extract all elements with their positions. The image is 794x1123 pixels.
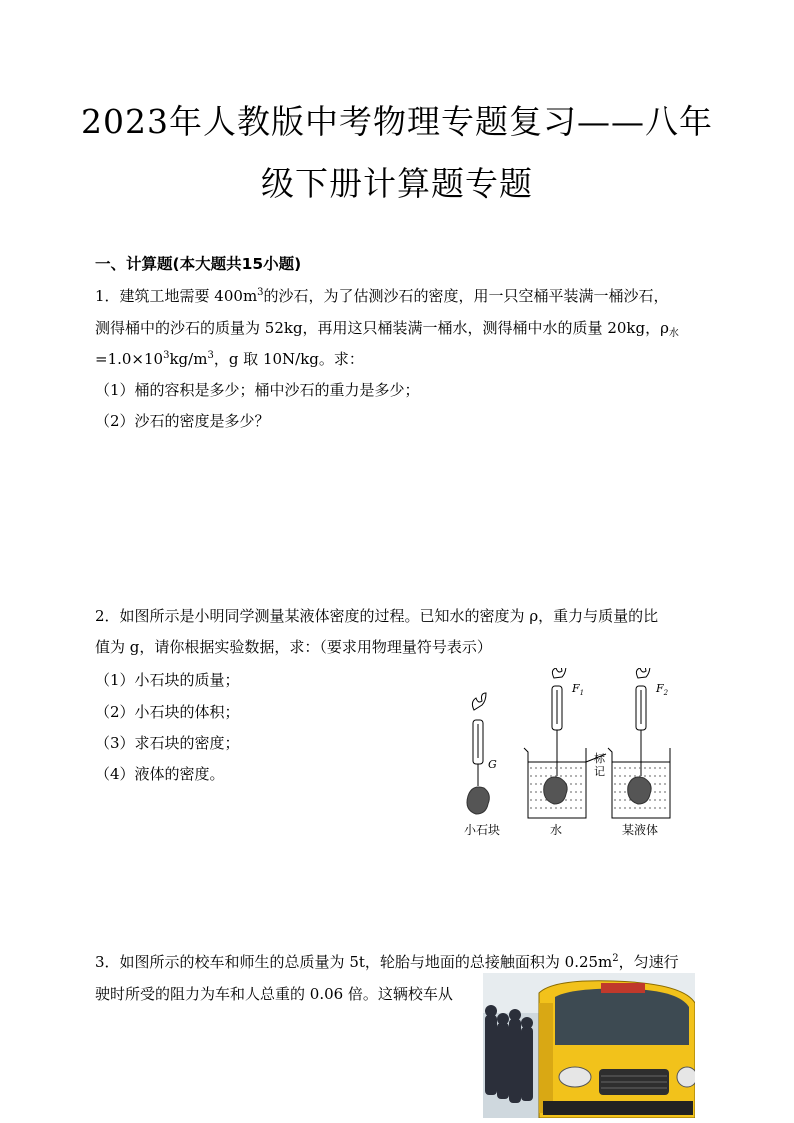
q1-text: =1.0×10 <box>95 350 164 368</box>
q3-text: 3．如图所示的校车和师生的总质量为 5t，轮胎与地面的总接触面积为 0.25m <box>95 953 613 971</box>
caption-water: 水 <box>550 823 563 837</box>
label-F1: $F_1$ <box>572 682 585 697</box>
q1-line-1 <box>95 285 669 306</box>
q1-text: 测得桶中的沙石的质量为 52kg，再用这只桶装满一桶水，测得桶中水的质量 20kg，ρ <box>95 319 669 337</box>
label-F2: $F_2$ <box>656 682 669 697</box>
q3-line-2: 驶时所受的阻力为车和人总重的 0.06 倍。这辆校车从 <box>95 985 453 1003</box>
section-header: 一、计算题(本大题共15小题) <box>95 255 302 273</box>
q1-line-3 <box>95 348 364 369</box>
stone-2 <box>544 777 567 804</box>
q1-subquestion-2: （2）沙石的密度是多少？ <box>95 412 270 430</box>
q1-subquestion-1: （1）桶的容积是多少；桶中沙石的重力是多少； <box>95 381 420 399</box>
q1-subscript: 水 <box>668 328 679 339</box>
stone-1 <box>467 787 489 814</box>
q2-subquestion-1: （1）小石块的质量； <box>95 671 240 689</box>
q1-text: ，g 取 10N/kg。求： <box>213 350 364 368</box>
document-title-line-2: 级下册计算题专题 <box>261 164 533 203</box>
q1-line-2 <box>95 317 679 339</box>
density-experiment-figure <box>458 668 698 840</box>
q1-text: 的沙石，为了估测沙石的密度，用一只空桶平装满一桶沙石， <box>263 287 669 305</box>
q2-subquestion-4: （4）液体的密度。 <box>95 765 225 783</box>
spring-scale-2-icon <box>552 668 566 776</box>
label-mark-2: 记 <box>594 765 605 778</box>
q1-text: 1．建筑工地需要 400m <box>95 287 258 305</box>
q1-superscript: 3 <box>163 350 170 361</box>
caption-stone: 小石块 <box>464 823 501 837</box>
school-bus-photo <box>483 973 695 1118</box>
q2-line-2: 值为 g，请你根据实验数据，求：（要求用物理量符号表示） <box>95 638 492 656</box>
q1-superscript: 3 <box>207 350 214 361</box>
q3-text: ，匀速行 <box>618 953 679 971</box>
stone-3 <box>628 777 651 804</box>
q2-line-1: 2．如图所示是小明同学测量某液体密度的过程。已知水的密度为 ρ，重力与质量的比 <box>95 607 659 625</box>
spring-scale-3-icon <box>636 668 650 776</box>
q1-superscript: 3 <box>257 287 264 298</box>
document-title-line-1: 2023年人教版中考物理专题复习——八年 <box>81 102 713 141</box>
q3-superscript: 2 <box>612 953 619 964</box>
q2-subquestion-3: （3）求石块的密度； <box>95 734 240 752</box>
caption-liquid: 某液体 <box>622 823 659 837</box>
label-G: G <box>488 758 497 771</box>
spring-scale-1-icon <box>472 693 486 786</box>
q1-text: kg/m <box>169 350 208 368</box>
label-mark-1: 标 <box>594 752 605 765</box>
q2-subquestion-2: （2）小石块的体积； <box>95 703 240 721</box>
q3-line-1 <box>95 951 679 972</box>
